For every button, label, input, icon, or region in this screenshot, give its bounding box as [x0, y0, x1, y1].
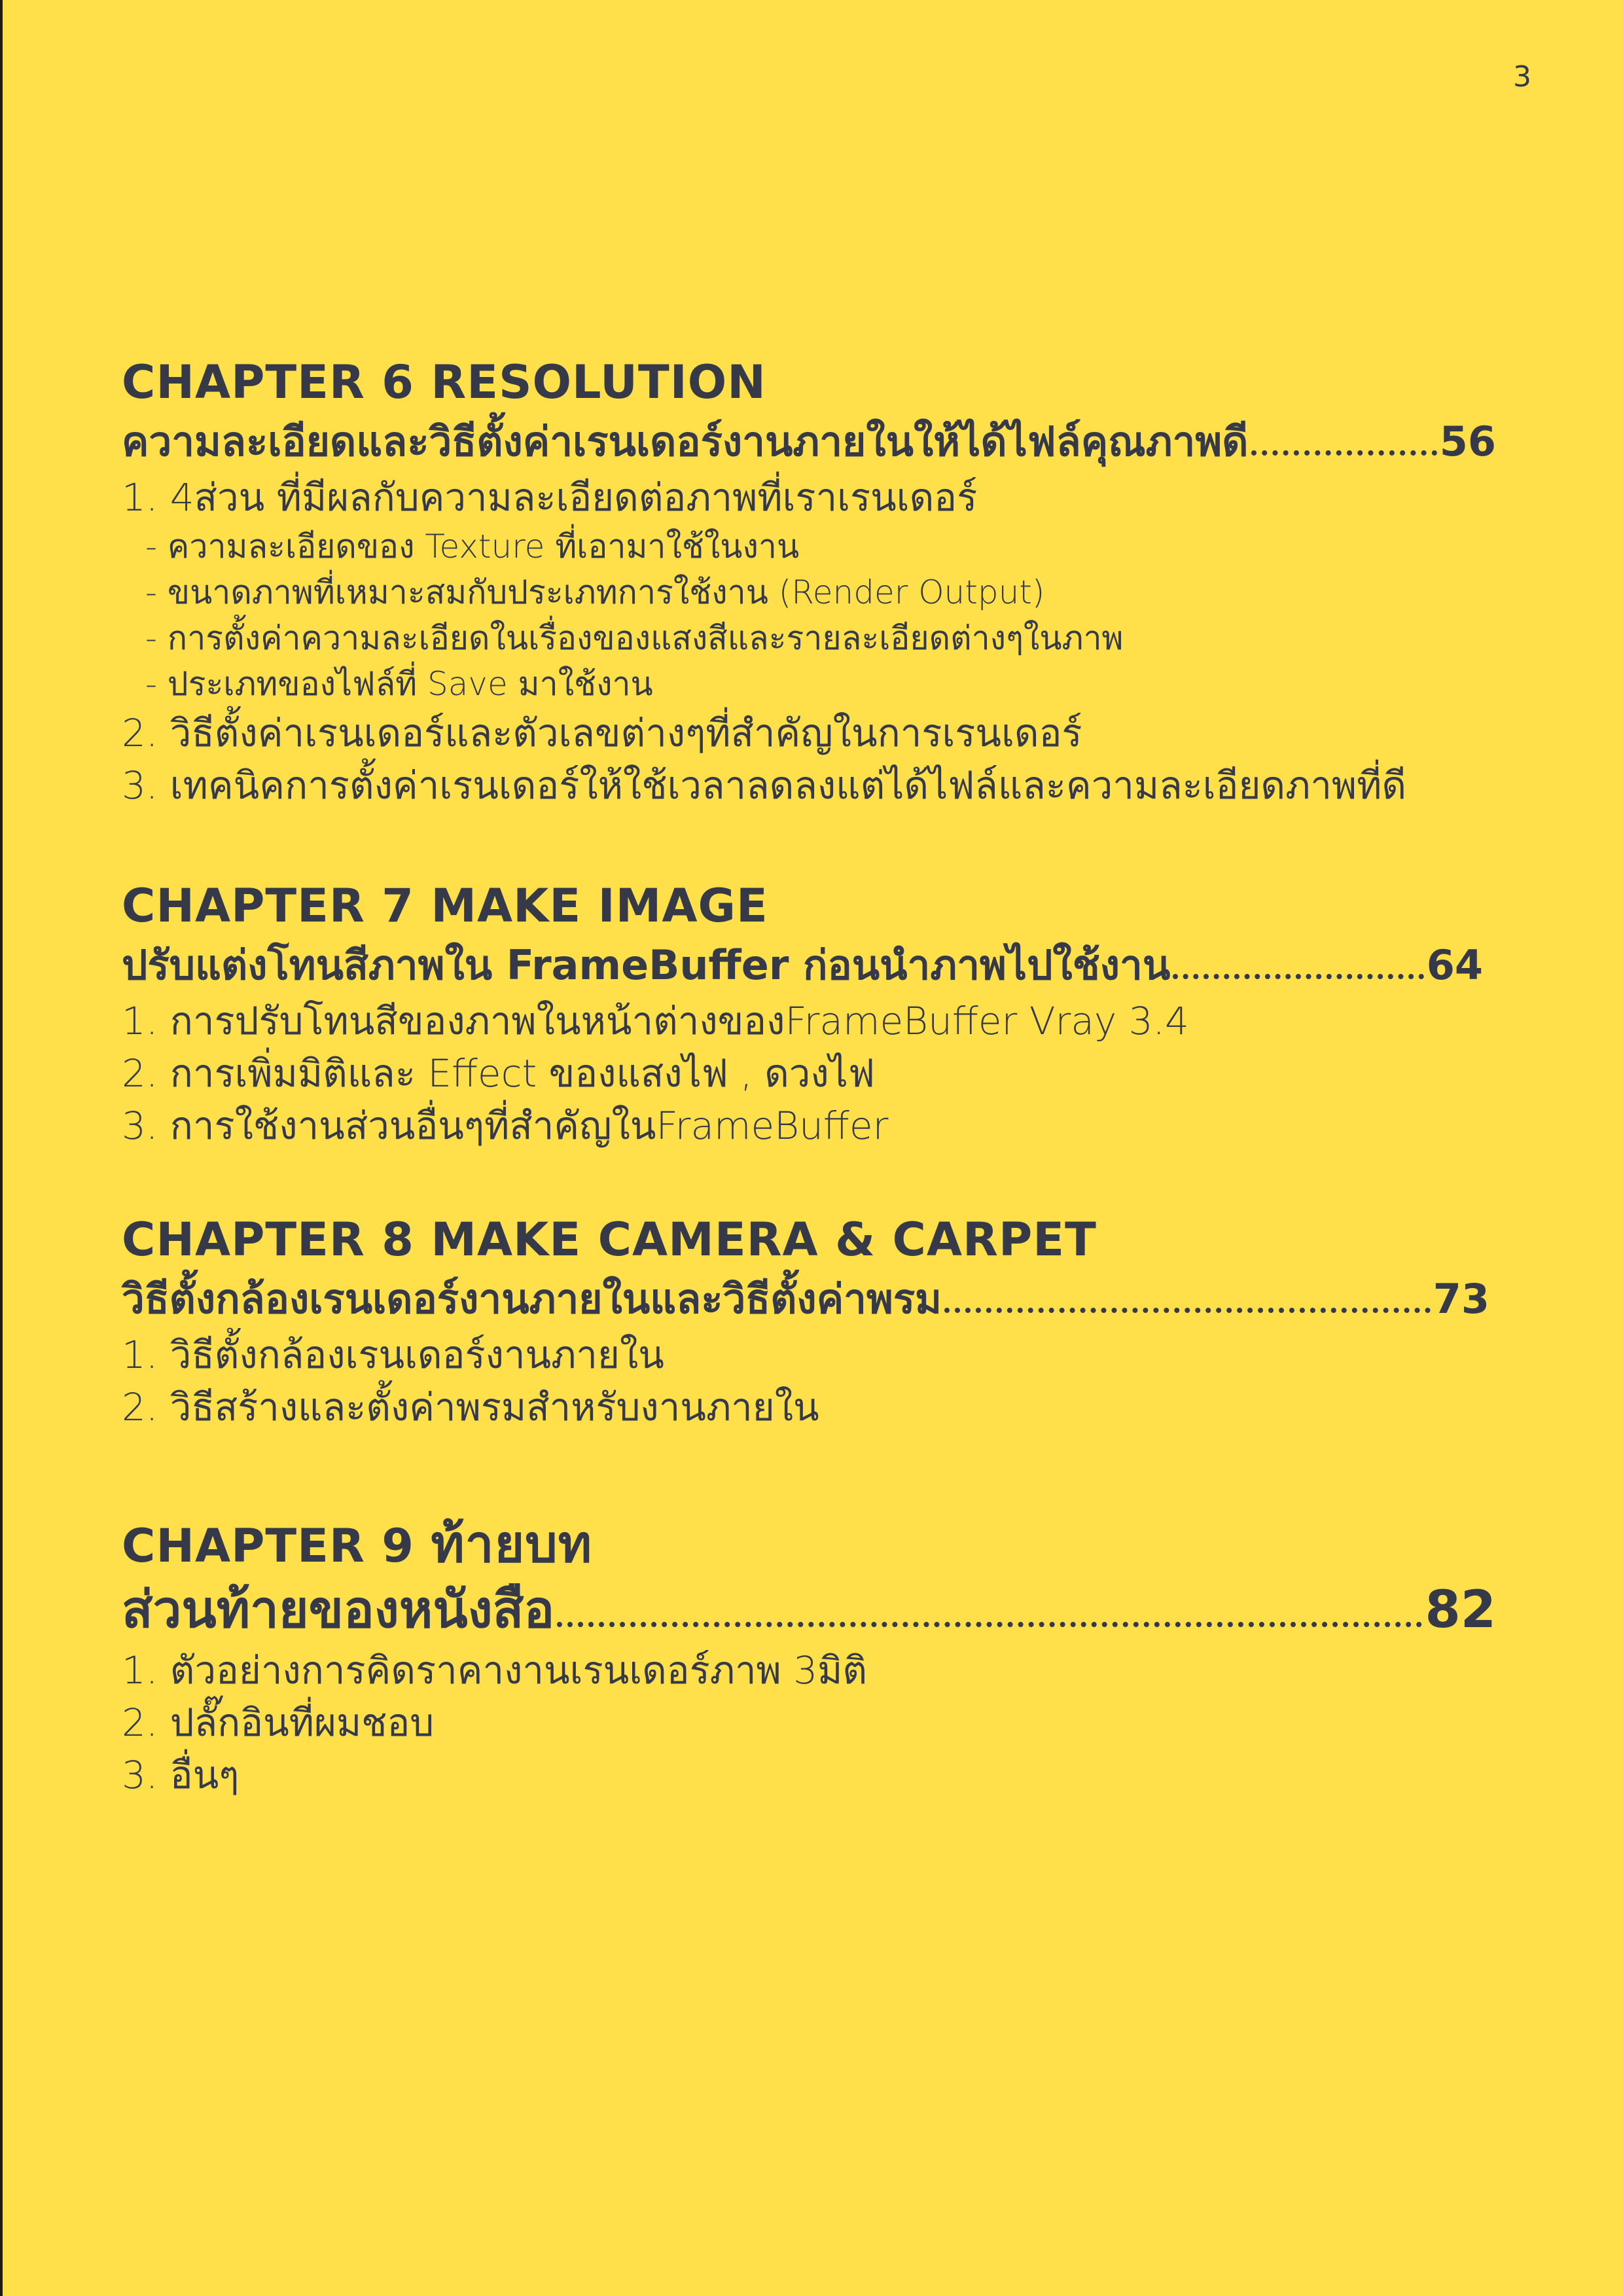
topic-list — [122, 1329, 1496, 1433]
list-item: 2. วิธีตั้งค่าเรนเดอร์และตัวเลขต่างๆที่สำคัญในการเรนเดอร์ — [122, 711, 1082, 755]
list-item: 2. วิธีสร้างและตั้งค่าพรมสำหรับงานภายใน — [122, 1385, 819, 1429]
chapter-heading — [122, 874, 1496, 937]
chapter-thai-title: ท้ายบท — [431, 1515, 593, 1574]
toc-entry-title: วิธีตั้งกล้องเรนเดอร์งานภายในและวิธีตั้งค่าพรม — [122, 1275, 942, 1323]
dot-leader — [557, 1622, 1422, 1627]
chapter-heading-text: CHAPTER 9 — [122, 1519, 431, 1573]
dot-leader — [1173, 974, 1423, 979]
chapter-heading — [122, 1208, 1496, 1271]
chapter-heading-text: CHAPTER 8 MAKE CAMERA & CARPET — [122, 1213, 1097, 1266]
topic-list — [122, 995, 1496, 1152]
chapter-6-section — [122, 351, 1496, 812]
list-item: - ความละเอียดของ Texture ที่เอามาใช้ในงาน — [145, 528, 800, 565]
list-item: 1. 4ส่วน ที่มีผลกับความละเอียดต่อภาพที่เราเรนเดอร์ — [122, 475, 978, 520]
list-item: 1. ตัวอย่างการคิดราคางานเรนเดอร์ภาพ 3มิติ — [122, 1648, 868, 1693]
page-number: 3 — [1513, 60, 1531, 94]
list-item: - ประเภทของไฟล์ที่ Save มาใช้งาน — [145, 665, 653, 703]
list-item: 1. การปรับโทนสีของภาพในหน้าต่างของFrameBuffer Vray 3.4 — [122, 999, 1189, 1043]
list-item: - การตั้งค่าความละเอียดในเรื่องของแสงสีและรายละเอียดต่างๆในภาพ — [145, 619, 1124, 657]
toc-entry[interactable] — [122, 937, 1483, 994]
chapter-heading-text: CHAPTER 7 MAKE IMAGE — [122, 879, 768, 933]
toc-entry[interactable] — [122, 1577, 1496, 1643]
chapter-heading — [122, 351, 1496, 414]
toc-entry-page: 56 — [1439, 418, 1496, 465]
list-item: 2. ปลั๊กอินที่ผมชอบ — [122, 1700, 435, 1745]
topic-list — [122, 1644, 1496, 1801]
toc-entry-title: ความละเอียดและวิธีตั้งค่าเรนเดอร์งานภายในให้ได้ไฟล์คุณภาพดี — [122, 418, 1249, 465]
list-item: 3. การใช้งานส่วนอื่นๆที่สำคัญในFrameBuffer — [122, 1103, 889, 1148]
chapter-7-section — [122, 874, 1496, 1152]
chapter-9-section — [122, 1513, 1496, 1801]
list-item: 3. อื่นๆ — [122, 1753, 240, 1797]
toc-entry-page: 64 — [1426, 941, 1483, 989]
chapter-heading-text: CHAPTER 6 RESOLUTION — [122, 355, 766, 409]
list-item: 3. เทคนิคการตั้งค่าเรนเดอร์ให้ใช้เวลาลดลงแต่ได้ไฟล์และความละเอียดภาพที่ดี — [122, 763, 1407, 808]
left-edge-rule — [0, 0, 3, 2296]
dot-leader — [1251, 450, 1437, 456]
list-item: 1. วิธีตั้งกล้องเรนเดอร์งานภายใน — [122, 1333, 664, 1377]
topic-list — [122, 471, 1496, 812]
chapter-8-section — [122, 1208, 1496, 1433]
toc-entry[interactable] — [122, 1271, 1489, 1327]
toc-entry-title: ปรับแต่งโทนสีภาพใน FrameBuffer ก่อนนำภาพไปใช้งาน — [122, 941, 1171, 989]
dot-leader — [944, 1308, 1431, 1313]
toc-entry[interactable] — [122, 414, 1496, 470]
toc-entry-title: ส่วนท้ายของหนังสือ — [122, 1581, 555, 1640]
list-item: 2. การเพิ่มมิติและ Effect ของแสงไฟ , ดวงไฟ — [122, 1051, 875, 1096]
toc-entry-page: 82 — [1425, 1581, 1496, 1640]
list-item: - ขนาดภาพที่เหมาะสมกับประเภทการใช้งาน (Render Output) — [145, 573, 1045, 611]
toc-entry-page: 73 — [1433, 1275, 1489, 1323]
chapter-heading — [122, 1513, 1496, 1577]
